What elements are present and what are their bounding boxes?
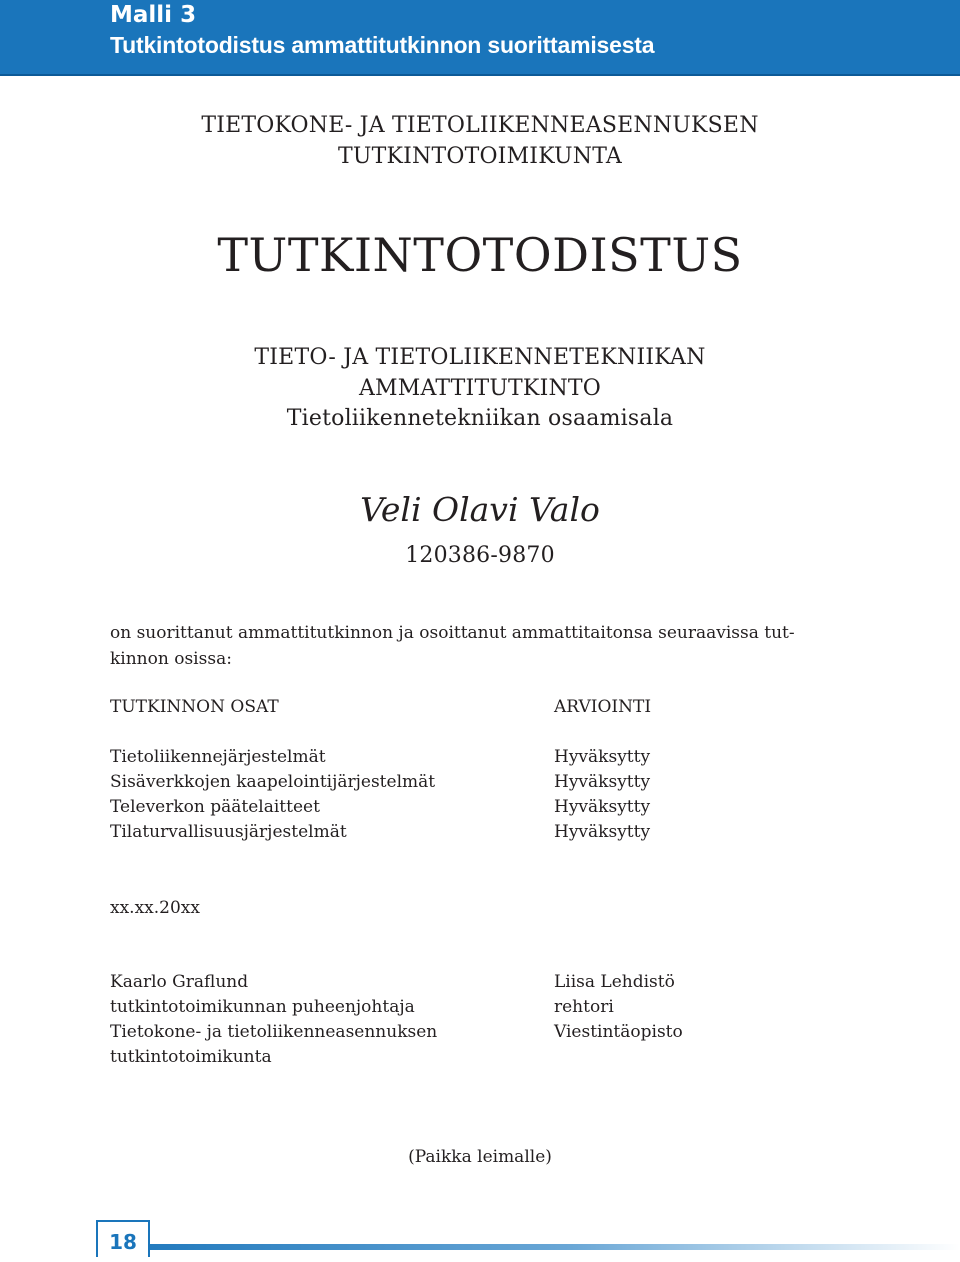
signature-left [110,970,437,1070]
signatory-name: Kaarlo Graflund [110,972,249,992]
page-number: 18 [96,1220,150,1257]
qualification-line-2: AMMATTITUTKINTO [358,376,602,401]
template-label: Malli 3 [110,2,197,28]
part-item: Televerkon päätelaitteet [110,797,320,817]
person-id: 120386-9870 [405,543,555,568]
part-item: Tilaturvallisuusjärjestelmät [110,822,347,842]
qualification-line-1: TIETO- JA TIETOLIIKENNETEKNIIKAN [254,345,706,370]
issuer-line-2: TUTKINTOTOIMIKUNTA [338,144,622,169]
signatory-role: tutkintotoimikunnan puheenjohtaja [110,997,415,1017]
signatory-name: Liisa Lehdistö [554,972,675,992]
signatory-organization: Tietokone- ja tietoliikenneasennuksen [110,1022,438,1042]
part-item: Sisäverkkojen kaapelointijärjestelmät [110,772,436,792]
grade-item: Hyväksytty [554,772,651,792]
stamp-placeholder: (Paikka leimalle) [408,1147,552,1167]
parts-list [110,745,435,845]
issue-date: xx.xx.20xx [110,898,200,918]
signatory-role: rehtori [554,997,614,1017]
signatory-organization: tutkintotoimikunta [110,1047,272,1067]
grades-list [554,745,650,845]
parts-column-header: TUTKINNON OSAT [110,697,279,717]
signature-right [554,970,683,1045]
qualification-line-3: Tietoliikennetekniikan osaamisala [286,406,674,431]
grade-item: Hyväksytty [554,822,651,842]
grade-column-header: ARVIOINTI [554,697,652,717]
template-title: Tutkintotodistus ammattitutkinnon suorittamisesta [110,32,655,58]
header-divider [0,74,960,76]
issuer-line-1: TIETOKONE- JA TIETOLIIKENNEASENNUKSEN [201,113,759,138]
footer-bar [96,1244,960,1250]
document-title: TUTKINTOTODISTUS [217,228,743,282]
person-name: Veli Olavi Valo [360,490,600,529]
grade-item: Hyväksytty [554,797,651,817]
signatory-organization: Viestintäopisto [554,1022,683,1042]
part-item: Tietoliikennejärjestelmät [110,747,326,767]
grade-item: Hyväksytty [554,747,651,767]
statement-text: on suorittanut ammattitutkinnon ja osoittanut ammattitaitonsa seuraavissa tut-kinnon osissa: [110,623,795,669]
